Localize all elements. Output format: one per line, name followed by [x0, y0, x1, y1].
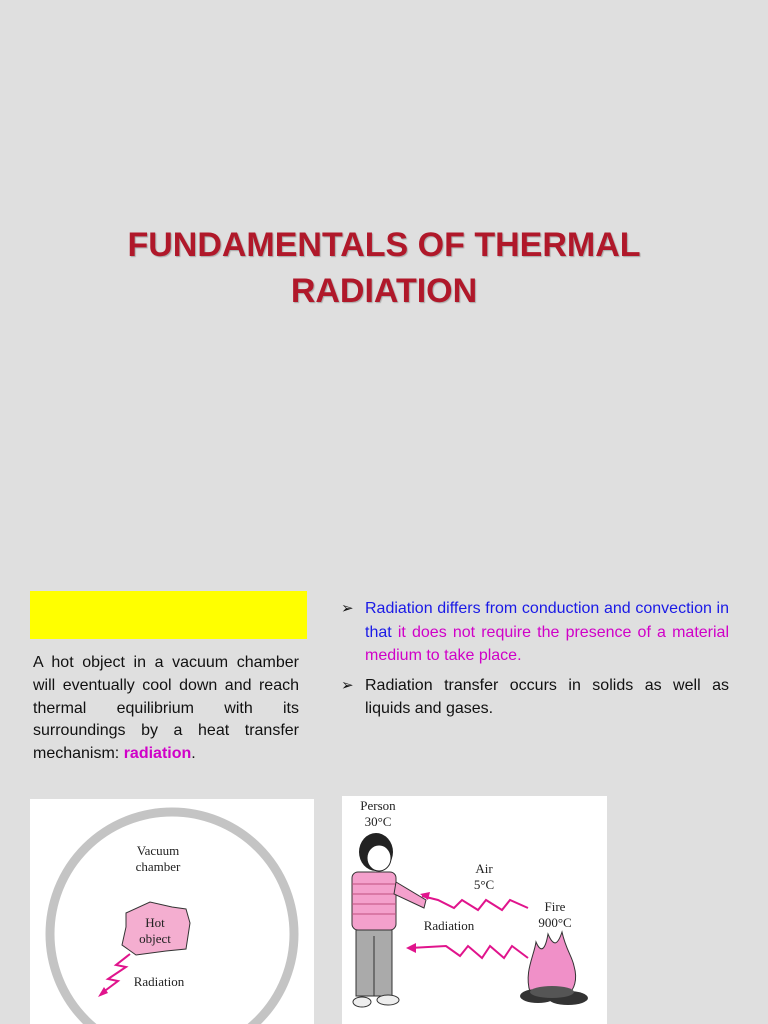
vacuum-chamber-figure [30, 799, 314, 1024]
person-icon [352, 833, 426, 1007]
hot-object-label: Hot object [139, 915, 171, 946]
bullet-1-text-magenta: it does not require the presence of a material medium to take place. [365, 623, 729, 664]
left-paragraph-body: A hot object in a vacuum chamber will eventually cool down and reach thermal equilibrium with its surroundings by a heat transfer mechanism: [33, 654, 299, 763]
title-line-2: RADIATION [290, 272, 478, 310]
bullet-2-text: Radiation transfer occurs in solids as well as liquids and gases. [365, 676, 729, 717]
radiation-zigzag-icon [410, 946, 528, 958]
person-fire-figure [342, 796, 607, 1024]
bullet-item-1 [341, 597, 729, 668]
radiation-label: Radiation [423, 918, 475, 933]
vacuum-chamber-illustration [30, 799, 314, 1024]
left-paragraph-period: . [191, 745, 196, 763]
bullet-list [341, 597, 729, 727]
left-paragraph [33, 652, 299, 766]
air-label: Air 5°C [473, 861, 495, 892]
arrow-bullet-icon: ➢ [341, 600, 354, 617]
vacuum-chamber-label: Vacuum chamber [135, 843, 181, 874]
radiation-keyword: radiation [123, 745, 192, 763]
person-label: Person 30°C [360, 798, 396, 829]
radiation-zigzag-icon [422, 896, 528, 910]
title-line-1: FUNDAMENTALS OF THERMAL [127, 226, 641, 264]
fire-label: Fire 900°C [538, 899, 572, 930]
arrow-bullet-icon: ➢ [341, 676, 354, 694]
bullet-1-text-blue: Radiation differs from conduction and convection in that [365, 600, 729, 641]
radiation-label: Radiation [133, 974, 185, 989]
fire-icon [520, 932, 588, 1005]
yellow-highlight-box [30, 591, 307, 639]
slide-title [0, 222, 768, 314]
bullet-item-2 [341, 674, 729, 721]
arrowhead-icon [406, 943, 416, 953]
